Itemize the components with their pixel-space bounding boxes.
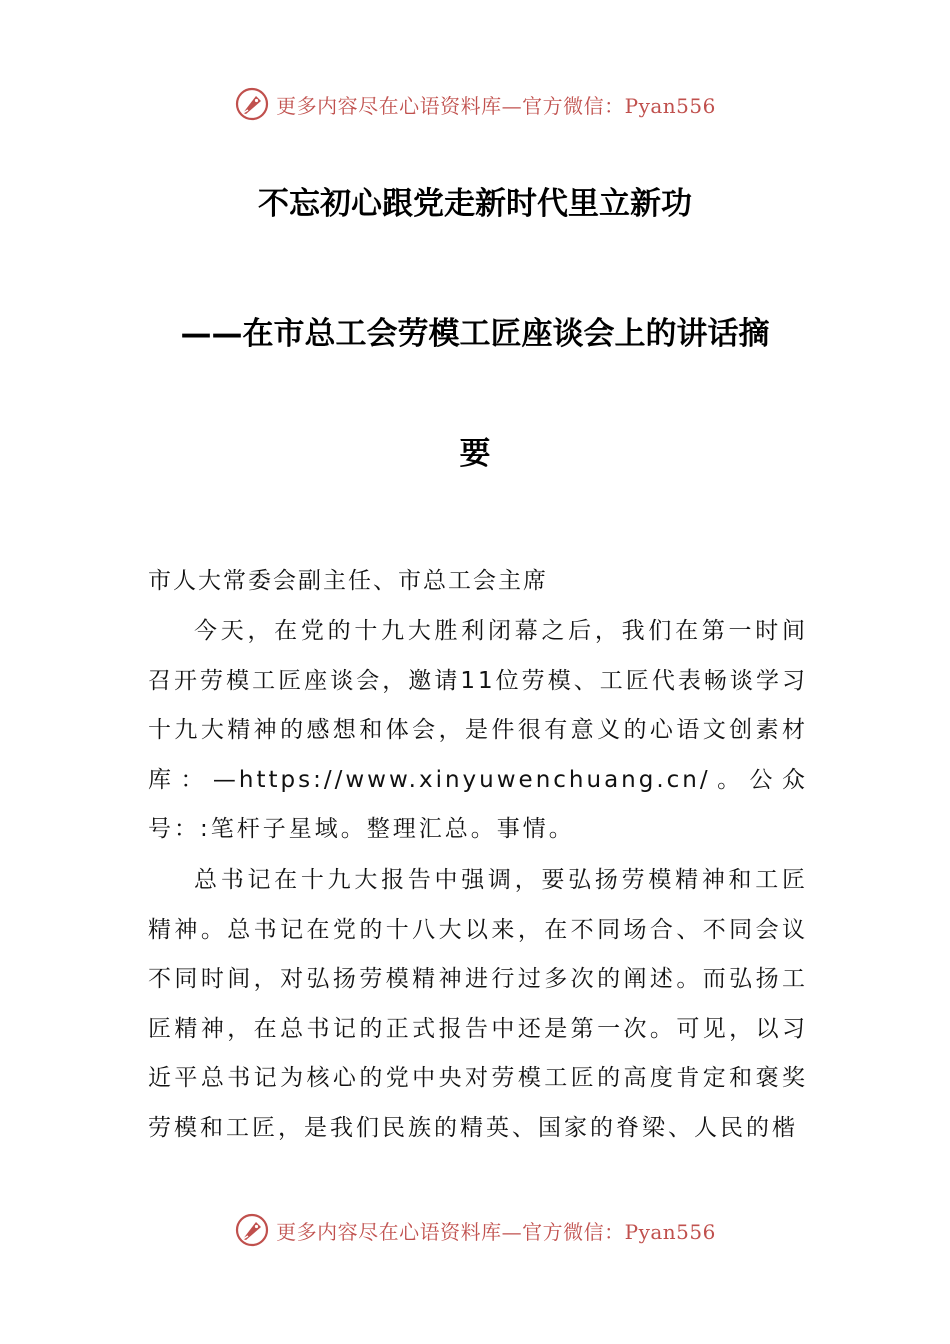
body-paragraph: 总书记在十九大报告中强调，要弘扬劳模精神和工匠精神。总书记在党的十八大以来，在不同场合、不同会议不同时间，对弘扬劳模精神进行过多次的阐述。而弘扬工匠精神，在总书记的正式报告中还是第一次。可见，以习近平总书记为核心的党中央对劳模工匠的高度肯定和褒奖劳模和工匠，是我们民族的精英、国家的脊梁、人民的楷 [148,867,808,1141]
document-title-line-2: ——在市总工会劳模工匠座谈会上的讲话摘 [180,316,770,352]
watermark-text: 更多内容尽在心语资料库—官方微信：Pyan556 [276,93,716,118]
body-paragraph-1-block [148,607,808,855]
author-line: 市人大常委会副主任、市总工会主席 [148,568,548,594]
footer-watermark [0,1208,950,1252]
document-title-line-1: 不忘初心跟党走新时代里立新功 [258,186,692,222]
document-title-line-3: 要 [459,436,491,472]
header-watermark [0,82,950,126]
watermark-text: 更多内容尽在心语资料库—官方微信：Pyan556 [276,1219,716,1244]
body-paragraph: 今天，在党的十九大胜利闭幕之后，我们在第一时间召开劳模工匠座谈会，邀请11位劳模、工匠代表畅谈学习十九大精神的感想和体会，是件很有意义的心语文创素材库：—https://www.xinyuwenchuang.cn/。公众号：:笔杆子星域。整理汇总。事情。 [148,618,808,842]
pen-nib-logo-icon [234,1212,270,1248]
body-paragraph-2-block [148,856,808,1153]
pen-nib-logo-icon [234,86,270,122]
